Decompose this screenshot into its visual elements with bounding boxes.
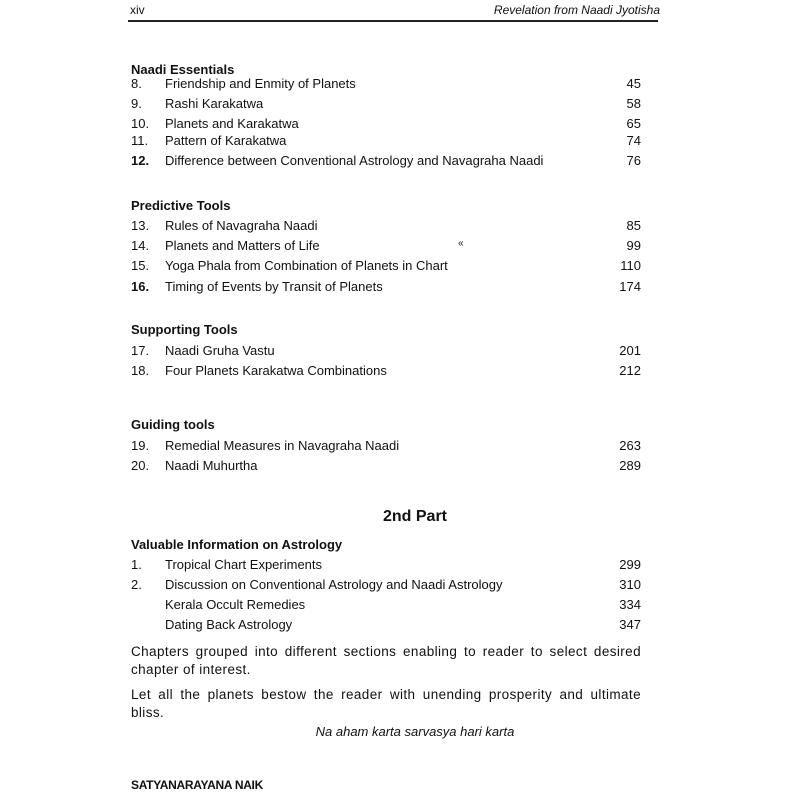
page-ref: 58 — [626, 96, 641, 111]
page-ref: 212 — [619, 363, 641, 378]
toc-entry — [131, 457, 641, 475]
page-ref: 85 — [626, 218, 641, 233]
chapter-title: Dating Back Astrology — [165, 617, 293, 632]
chapter-title: Tropical Chart Experiments — [165, 557, 323, 572]
page-ref: 45 — [626, 76, 641, 91]
chapter-title: Naadi Gruha Vastu — [165, 343, 275, 358]
toc-entry — [131, 437, 641, 455]
chapter-title: Planets and Karakatwa — [165, 116, 299, 131]
chapter-title: Remedial Measures in Navagraha Naadi — [165, 438, 400, 453]
toc-entry — [131, 75, 641, 93]
chapter-number: 2. — [131, 577, 142, 592]
toc-entry — [131, 362, 641, 380]
chapter-number: 18. — [131, 363, 150, 378]
chapter-title: Friendship and Enmity of Planets — [165, 76, 356, 91]
chapter-title: Four Planets Karakatwa Combinations — [165, 363, 387, 378]
page-ref: 334 — [619, 597, 641, 612]
page-ref: 299 — [619, 557, 641, 572]
page-ref: 201 — [619, 343, 641, 358]
intro-paragraph: Chapters grouped into different sections enabling to reader to select desired chapter of interest. — [131, 644, 641, 677]
section-heading: Predictive Tools — [131, 198, 231, 213]
chapter-title: Yoga Phala from Combination of Planets in Chart — [165, 258, 448, 273]
quote: Na aham karta sarvasya hari karta — [315, 724, 515, 739]
running-title: Revelation from Naadi Jyotisha — [493, 3, 660, 17]
toc-entry — [131, 342, 641, 360]
toc-entry — [131, 115, 641, 133]
toc-entry — [131, 237, 641, 255]
toc-entry — [131, 556, 641, 574]
section-heading: Valuable Information on Astrology — [131, 537, 343, 552]
page-ref: 174 — [619, 279, 641, 294]
chapter-title: Planets and Matters of Life — [165, 238, 320, 253]
page-number: xiv — [130, 3, 145, 17]
chapter-number: 11. — [131, 133, 149, 148]
chapter-number: 16. — [131, 279, 150, 294]
page-ref: 347 — [619, 617, 641, 632]
section-heading: Naadi Essentials — [131, 62, 235, 77]
section-heading: Guiding tools — [131, 417, 215, 432]
chapter-number: 9. — [131, 96, 142, 111]
chapter-number: 1. — [131, 557, 142, 572]
chapter-number: 14. — [131, 238, 150, 253]
toc-entry — [131, 95, 641, 113]
toc-entry — [131, 152, 641, 170]
stray-mark: « — [458, 238, 464, 249]
section-heading: Supporting Tools — [131, 322, 238, 337]
page-ref: 263 — [619, 438, 641, 453]
page-ref: 310 — [619, 577, 641, 592]
toc-entry — [131, 217, 641, 235]
toc-entry — [131, 596, 641, 614]
chapter-title: Timing of Events by Transit of Planets — [165, 279, 383, 294]
chapter-title: Rules of Navagraha Naadi — [165, 218, 318, 233]
page-ref: 65 — [626, 116, 641, 131]
chapter-number: 19. — [131, 438, 150, 453]
page-ref: 110 — [620, 258, 641, 273]
chapter-title: Pattern of Karakatwa — [165, 133, 287, 148]
chapter-title: Naadi Muhurtha — [165, 458, 258, 473]
toc-entry — [131, 576, 641, 594]
part-heading: 2nd Part — [382, 508, 447, 525]
chapter-number: 17. — [131, 343, 150, 358]
chapter-number: 20. — [131, 458, 150, 473]
chapter-title: Discussion on Conventional Astrology and Naadi Astrology — [165, 577, 503, 592]
blessing-paragraph: Let all the planets bestow the reader with unending prosperity and ultimate bliss. — [131, 687, 641, 720]
header-rule — [128, 20, 658, 22]
chapter-title: Rashi Karakatwa — [165, 96, 264, 111]
page-ref: 99 — [626, 238, 641, 253]
chapter-number: 12. — [131, 153, 150, 168]
page-ref: 289 — [619, 458, 641, 473]
chapter-number: 15. — [131, 258, 150, 273]
chapter-number: 13. — [131, 218, 150, 233]
page-ref: 74 — [626, 133, 641, 148]
author-signature: SATYANARAYANA NAIK — [131, 778, 263, 792]
page-ref: 76 — [626, 153, 641, 168]
toc-entry — [131, 132, 641, 150]
toc-entry — [131, 278, 641, 296]
toc-entry — [131, 616, 641, 634]
chapter-title: Difference between Conventional Astrology and Navagraha Naadi — [165, 153, 544, 168]
chapter-number: 8. — [131, 76, 142, 91]
toc-entry — [131, 257, 641, 275]
chapter-number: 10. — [131, 116, 150, 131]
chapter-title: Kerala Occult Remedies — [165, 597, 306, 612]
